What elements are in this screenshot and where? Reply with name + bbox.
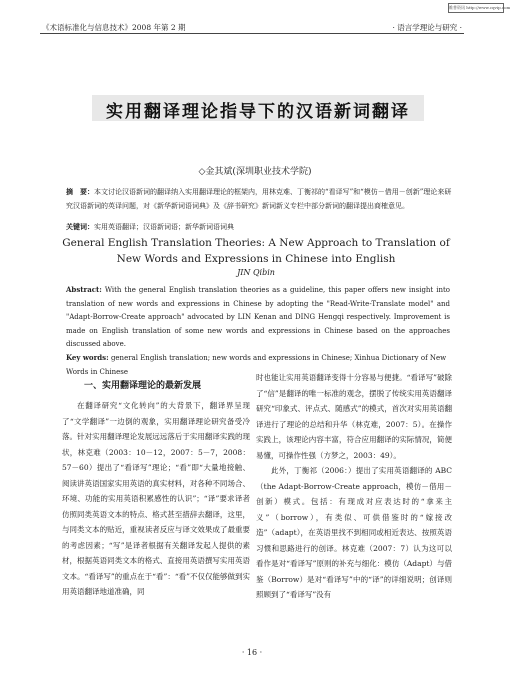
body-paragraph: 时也能让实用英语翻译变得十分容易与便捷。“看译写”破除了“信”是翻译的唯一标准的观念，摆脱了传统实用英语翻译研究“印象式、评点式、随感式”的模式，首次对实用英语翻译进行了理论的总结和升华（林克难，2007：5）。在操作实践上，该理论内容丰富，符合应用翻译的实际情况，简便易懂，可操作性强（方梦之，2003：49）。 (256, 373, 452, 460)
abstract-en-text: With the general English translation theories as a guideline, this paper offers new insight into translation of new words and expressions in Chinese by adopting the "Read-Write-Translate model" and "Adapt-Borrow-Create approach" advocated by LIN Kenan and DING Hengqi respectively. Improvement is made on English translation of some new words and expressions in Chinese based on the approaches discussed above. (66, 286, 451, 348)
abstract-zh-label: 摘 要： (66, 187, 94, 196)
keywords-en-text: general English translation; new words and expressions in Chinese; Xinhua Dictionary of New Words in Chinese (66, 354, 447, 376)
journal-header: 《术语标准化与信息技术》2008 年第 2 期 (42, 23, 186, 32)
author-line: ◇金其斌(深圳职业技术学院) (198, 167, 312, 177)
section-heading: 一、实用翻译理论的最新发展 (84, 381, 202, 391)
keywords-zh (66, 220, 452, 234)
english-author: JIN Qibin (237, 268, 275, 277)
abstract-zh (66, 185, 452, 213)
abstract-en (66, 283, 450, 352)
article-title: 实用翻译理论指导下的汉语新词翻译 (106, 102, 410, 122)
body-right-column (256, 370, 452, 603)
keywords-en-label: Key words: (66, 353, 109, 362)
english-title: General English Translation Theories: A New Approach to Translation of New Words and Expressions in Chinese into English (62, 237, 450, 265)
source-stamp: 维普资讯 http://www.cqvip.com (448, 3, 504, 13)
abstract-en-label: Abstract: (66, 285, 102, 294)
body-paragraph: 此外，丁衡祁（2006：）提出了实用英语翻译的 ABC（the Adapt-Borrow-Create approach，模仿－借用－创新）模式。包括：有现成对应表达时的“拿来主义”（borrow），有类似、可供借鉴时的“嫁接改造”（adapt），在英语里找不到相同或相近表达、按照英语习惯和思路进行的创译。林克难（2007：7）认为这可以看作是对“看译写”原则的补充与细化：模仿（Adapt）与借鉴（Borrow）是对“看译写”中的“译”的详细说明；创译则照顾到了“看译写”没有 (256, 466, 452, 599)
body-left-column: 在翻译研究“文化转向”的大背景下，翻译界呈现了“文学翻译”一边倒的观象，实用翻译理论研究备受冷落。针对实用翻译理论发展远远落后于实用翻译实践的现状，林克难（2003：10－12，2007：5－7，2008：57－60）提出了“看译写”理论；“看”即“大量地接触、阅读讲英语国家实用英语的真实材料，对各种不同场合、环境、功能的实用英语积累感性的认识”；“译”要求译者仿照同类英语文本的特点、格式甚至措辞去翻译，这里，与同类文本的贴近，重视读者反应与译文效果成了最重要的考虑因素；“写”是译者根据有关翻译发起人提供的素材，根据英语同类文本的格式、直接用英语撰写实用英语文本。“看译写”的重点在于“看”：“看”不仅仅能够做到实用英语翻译地道准确，同 (62, 401, 251, 596)
header-rule (40, 33, 464, 34)
keywords-zh-label: 关键词： (66, 222, 94, 231)
abstract-zh-text: 本文讨论汉语新词的翻译纳入实用翻译理论的框架内，用林克难、丁衡祁的“看译写”和“模仿－借用－创新”理论来研究汉语新词的英译问题，对《新华新词语词典》及《辞书研究》新词新义专栏中部分新词的翻译提出商榷意见。 (66, 188, 452, 210)
page-number: · 16 · (241, 648, 263, 657)
keywords-zh-text: 实用英语翻译；汉语新词语；新华新词语词典 (94, 223, 234, 231)
column-header: · 语言学理论与研究 · (392, 23, 462, 32)
